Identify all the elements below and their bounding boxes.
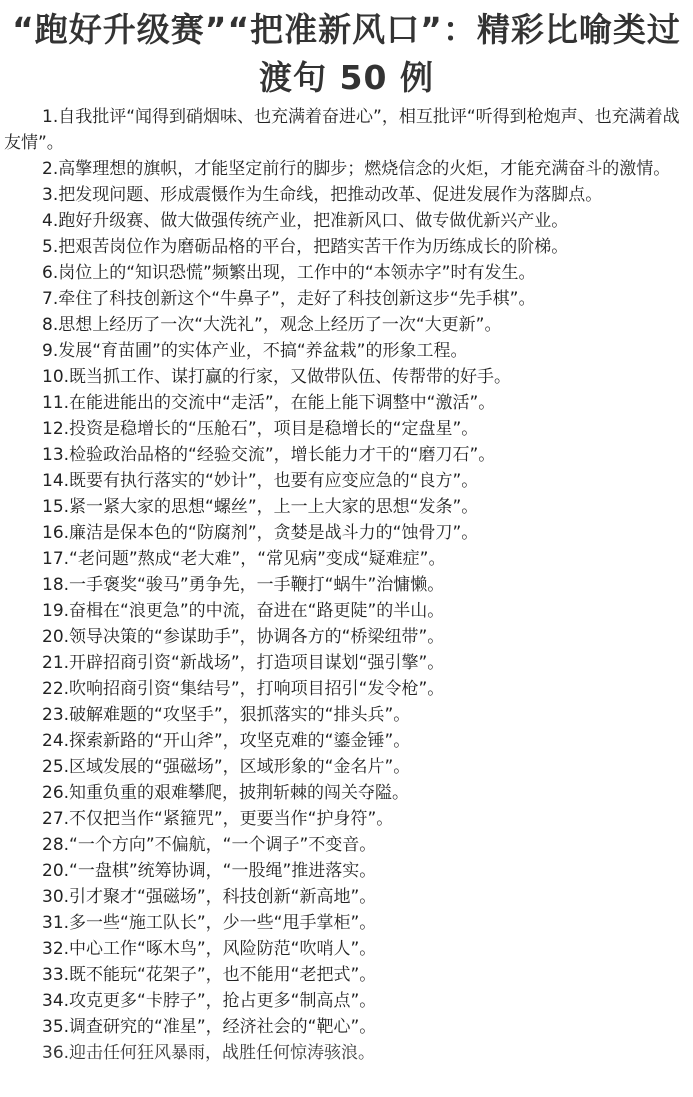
list-item: 22.吹响招商引资“集结号”，打响项目招引“发令枪”。 (42, 679, 445, 699)
article-title: “跑好升级赛”“把准新风口”：精彩比喻类过渡句 50 例 (12, 10, 681, 97)
list-item: 9.发展“育苗圃”的实体产业，不搞“养盆栽”的形象工程。 (42, 341, 468, 361)
list-item: 25.区域发展的“强磁场”，区域形象的“金名片”。 (42, 757, 411, 777)
list-item: 16.廉洁是保本色的“防腐剂”，贪婪是战斗力的“蚀骨刀”。 (42, 523, 479, 543)
list-item: 3.把发现问题、形成震慑作为生命线，把推动改革、促进发展作为落脚点。 (42, 185, 603, 205)
list-item: 27.不仅把当作“紧箍咒”，更要当作“护身符”。 (42, 809, 394, 829)
list-item: 7.牵住了科技创新这个“牛鼻子”，走好了科技创新这步“先手棋”。 (42, 289, 536, 309)
list-item: 30.引才聚才“强磁场”，科技创新“新高地”。 (42, 887, 377, 907)
list-item: 20.领导决策的“参谋助手”，协调各方的“桥梁纽带”。 (42, 627, 445, 647)
list-item: 10.既当抓工作、谋打赢的行家，又做带队伍、传帮带的好手。 (42, 367, 512, 387)
list-item: 32.中心工作“啄木鸟”，风险防范“吹哨人”。 (42, 939, 377, 959)
list-item: 6.岗位上的“知识恐慌”频繁出现，工作中的“本领赤字”时有发生。 (42, 263, 536, 283)
list-item: 14.既要有执行落实的“妙计”，也要有应变应急的“良方”。 (42, 471, 479, 491)
list-item: 18.一手褒奖“骏马”勇争先，一手鞭打“蜗牛”治慵懒。 (42, 575, 445, 595)
list-item: 11.在能进能出的交流中“走活”，在能上能下调整中“激活”。 (42, 393, 496, 413)
list-item: 36.迎击任何狂风暴雨，战胜任何惊涛骇浪。 (42, 1043, 376, 1063)
list-item: 21.开辟招商引资“新战场”，打造项目谋划“强引擎”。 (42, 653, 445, 673)
list-item: 15.紧一紧大家的思想“螺丝”，上一上大家的思想“发条”。 (42, 497, 479, 517)
list-item: 24.探索新路的“开山斧”，攻坚克难的“鎏金锤”。 (42, 731, 411, 751)
list-item: 5.把艰苦岗位作为磨砺品格的平台，把踏实苦干作为历练成长的阶梯。 (42, 237, 569, 257)
list-item: 17.“老问题”熬成“老大难”，“常见病”变成“疑难症”。 (42, 549, 446, 569)
list-item: 13.检验政治品格的“经验交流”，增长能力才干的“磨刀石”。 (42, 445, 496, 465)
list-item: 2.高擎理想的旗帜，才能坚定前行的脚步；燃烧信念的火炬，才能充满奋斗的激情。 (42, 159, 671, 179)
list-item: 34.攻克更多“卡脖子”，抢占更多“制高点”。 (42, 991, 377, 1011)
list-item: 4.跑好升级赛、做大做强传统产业，把准新风口、做专做优新兴产业。 (42, 211, 569, 231)
list-item: 31.多一些“施工队长”，少一些“甩手掌柜”。 (42, 913, 377, 933)
list-item: 28.“一个方向”不偏航，“一个调子”不变音。 (42, 835, 377, 855)
list-item: 26.知重负重的艰难攀爬，披荆斩棘的闯关夺隘。 (42, 783, 410, 803)
list-item: 23.破解难题的“攻坚手”，狠抓落实的“排头兵”。 (42, 705, 411, 725)
list-item: 1.自我批评“闻得到硝烟味、也充满着奋进心”，相互批评“听得到枪炮声、也充满着战友情”。 (4, 107, 680, 153)
article-body (0, 104, 693, 1066)
list-item: 19.奋楫在“浪更急”的中流，奋进在“路更陡”的半山。 (42, 601, 445, 621)
list-item: 12.投资是稳增长的“压舱石”，项目是稳增长的“定盘星”。 (42, 419, 479, 439)
list-item: 20.“一盘棋”统筹协调，“一股绳”推进落实。 (42, 861, 377, 881)
list-item: 35.调查研究的“准星”，经济社会的“靶心”。 (42, 1017, 377, 1037)
list-item: 33.既不能玩“花架子”，也不能用“老把式”。 (42, 965, 377, 985)
list-item: 8.思想上经历了一次“大洗礼”，观念上经历了一次“大更新”。 (42, 315, 502, 335)
